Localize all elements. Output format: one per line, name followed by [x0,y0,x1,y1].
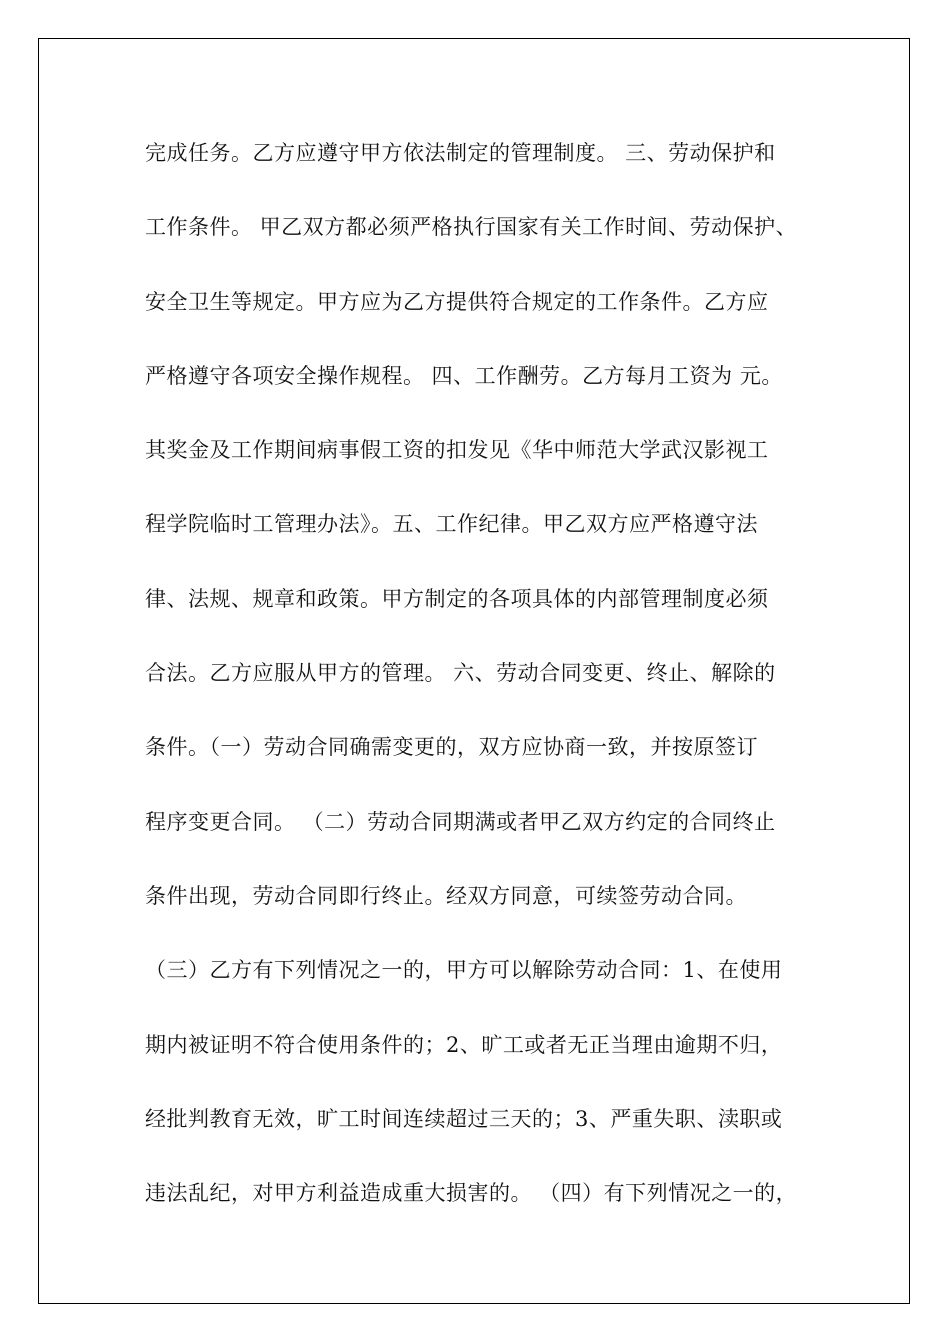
text-line: 其奖金及工作期间病事假工资的扣发见《华中师范大学武汉影视工 [145,438,769,463]
text-line: 安全卫生等规定。甲方应为乙方提供符合规定的工作条件。乙方应 [145,289,769,314]
document-body [145,133,825,1247]
text-line: 条件出现，劳动合同即行终止。经双方同意，可续签劳动合同。 [145,883,747,908]
text-line: （三）乙方有下列情况之一的，甲方可以解除劳动合同：1、在使用 [145,958,783,983]
text-line: 完成任务。乙方应遵守甲方依法制定的管理制度。 三、劳动保护和 [145,141,776,165]
text-line: 违法乱纪，对甲方利益造成重大损害的。 （四）有下列情况之一的， [145,1181,798,1206]
text-line: 期内被证明不符合使用条件的；2、旷工或者无正当理由逾期不归， [145,1032,783,1057]
text-line: 条件。（一）劳动合同确需变更的，双方应协商一致，并按原签订 [145,735,758,760]
text-line: 工作条件。 甲乙双方都必须严格执行国家有关工作时间、劳动保护、 [145,215,798,240]
text-line: 严格遵守各项安全操作规程。 四、工作酬劳。乙方每月工资为 元。 [145,363,783,388]
text-line: 程学院临时工管理办法》。五、工作纪律。甲乙双方应严格遵守法 [145,512,758,537]
text-line: 律、法规、规章和政策。甲方制定的各项具体的内部管理制度必须 [145,586,769,611]
text-line: 程序变更合同。 （二）劳动合同期满或者甲乙双方约定的合同终止 [145,809,776,834]
text-line: 经批判教育无效，旷工时间连续超过三天的；3、严重失职、渎职或 [145,1106,783,1131]
text-line: 合法。乙方应服从甲方的管理。 六、劳动合同变更、终止、解除的 [145,661,776,686]
